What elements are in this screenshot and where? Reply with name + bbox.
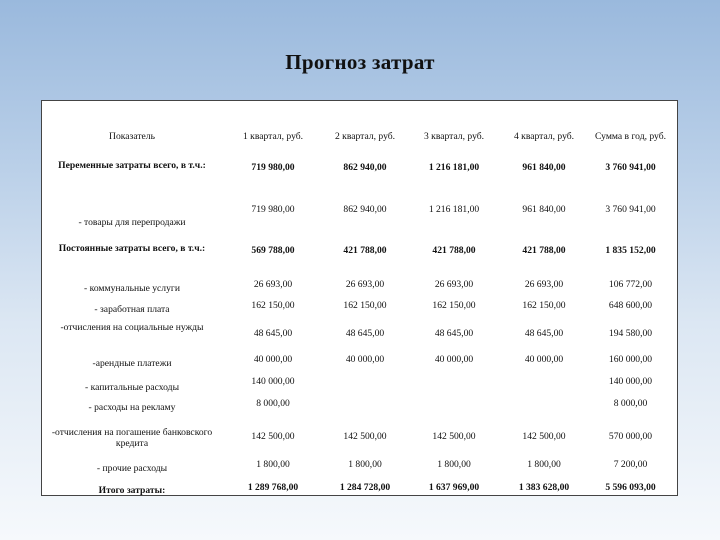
cell-year: 140 000,00 (608, 376, 653, 387)
header-q4: 4 квартал, руб. (513, 131, 575, 142)
row-label: - расходы на рекламу (88, 402, 176, 413)
cell-q4: 48 645,00 (524, 328, 564, 339)
cell-q4: 961 840,00 (522, 162, 566, 173)
cell-q1: 140 000,00 (251, 376, 295, 387)
cell-q3: 421 788,00 (432, 245, 476, 256)
row-label: Постоянные затраты всего, в т.ч.: (58, 243, 206, 254)
cell-q4: 40 000,00 (524, 354, 564, 365)
cell-year: 570 000,00 (608, 431, 653, 442)
cell-q1: 40 000,00 (253, 354, 293, 365)
cell-q4: 142 500,00 (522, 431, 566, 442)
cell-q4: 421 788,00 (522, 245, 566, 256)
cell-q2: 1 284 728,00 (339, 482, 391, 493)
cell-q4: 1 383 628,00 (518, 482, 570, 493)
cell-q1: 1 800,00 (256, 459, 290, 470)
cell-q2: 1 800,00 (348, 459, 382, 470)
cost-forecast-table (41, 100, 678, 496)
cell-year: 3 760 941,00 (605, 162, 656, 173)
cell-q2: 142 500,00 (343, 431, 387, 442)
cell-year: 7 200,00 (613, 459, 648, 470)
cell-q3: 1 216 181,00 (428, 162, 480, 173)
cell-year: 3 760 941,00 (605, 204, 656, 215)
cell-q4: 1 800,00 (527, 459, 561, 470)
cell-q2: 162 150,00 (343, 300, 387, 311)
row-label: - товары для перепродажи (78, 217, 186, 228)
cell-q3: 1 637 969,00 (428, 482, 480, 493)
cell-year: 1 835 152,00 (605, 245, 656, 256)
header-q3: 3 квартал, руб. (423, 131, 485, 142)
cell-q3: 26 693,00 (434, 279, 474, 290)
cell-q1: 142 500,00 (251, 431, 295, 442)
cell-q1: 1 289 768,00 (247, 482, 299, 493)
cell-q1: 569 788,00 (251, 245, 295, 256)
row-label: - капитальные расходы (84, 382, 180, 393)
cell-q3: 142 500,00 (432, 431, 476, 442)
header-q1: 1 квартал, руб. (242, 131, 304, 142)
header-label: Показатель (109, 131, 155, 142)
row-label: - коммунальные услуги (84, 283, 180, 294)
header-year: Сумма в год, руб. (594, 131, 666, 142)
cell-year: 5 596 093,00 (605, 482, 656, 493)
cell-q2: 862 940,00 (343, 204, 387, 215)
cell-year: 194 580,00 (608, 328, 653, 339)
row-label: - прочие расходы (96, 463, 168, 474)
row-label: -отчисления на социальные нужды (60, 322, 204, 333)
cell-q2: 48 645,00 (345, 328, 385, 339)
cell-q2: 26 693,00 (345, 279, 385, 290)
cell-q1: 8 000,00 (256, 398, 290, 409)
cell-q4: 162 150,00 (522, 300, 566, 311)
row-label: -арендные платежи (92, 358, 172, 369)
cell-q1: 719 980,00 (251, 162, 295, 173)
cell-q3: 162 150,00 (432, 300, 476, 311)
cell-year: 8 000,00 (613, 398, 648, 409)
cell-q2: 421 788,00 (343, 245, 387, 256)
page-title: Прогноз затрат (285, 50, 435, 74)
row-label: Переменные затраты всего, в т.ч.: (58, 160, 206, 171)
header-q2: 2 квартал, руб. (334, 131, 396, 142)
cell-q3: 1 216 181,00 (428, 204, 480, 215)
cell-year: 106 772,00 (608, 279, 653, 290)
cell-q4: 961 840,00 (522, 204, 566, 215)
cell-q3: 48 645,00 (434, 328, 474, 339)
cell-q4: 26 693,00 (524, 279, 564, 290)
cell-q1: 162 150,00 (251, 300, 295, 311)
cell-year: 160 000,00 (608, 354, 653, 365)
cell-q3: 1 800,00 (437, 459, 471, 470)
cell-q2: 40 000,00 (345, 354, 385, 365)
cell-year: 648 600,00 (608, 300, 653, 311)
cell-q1: 719 980,00 (251, 204, 295, 215)
row-label: - заработная плата (94, 304, 170, 315)
row-label: Итого затраты: (98, 485, 166, 496)
cell-q1: 26 693,00 (253, 279, 293, 290)
cell-q3: 40 000,00 (434, 354, 474, 365)
cell-q2: 862 940,00 (343, 162, 387, 173)
row-label: -отчисления на погашение банковского кредита (51, 427, 213, 449)
cell-q1: 48 645,00 (253, 328, 293, 339)
